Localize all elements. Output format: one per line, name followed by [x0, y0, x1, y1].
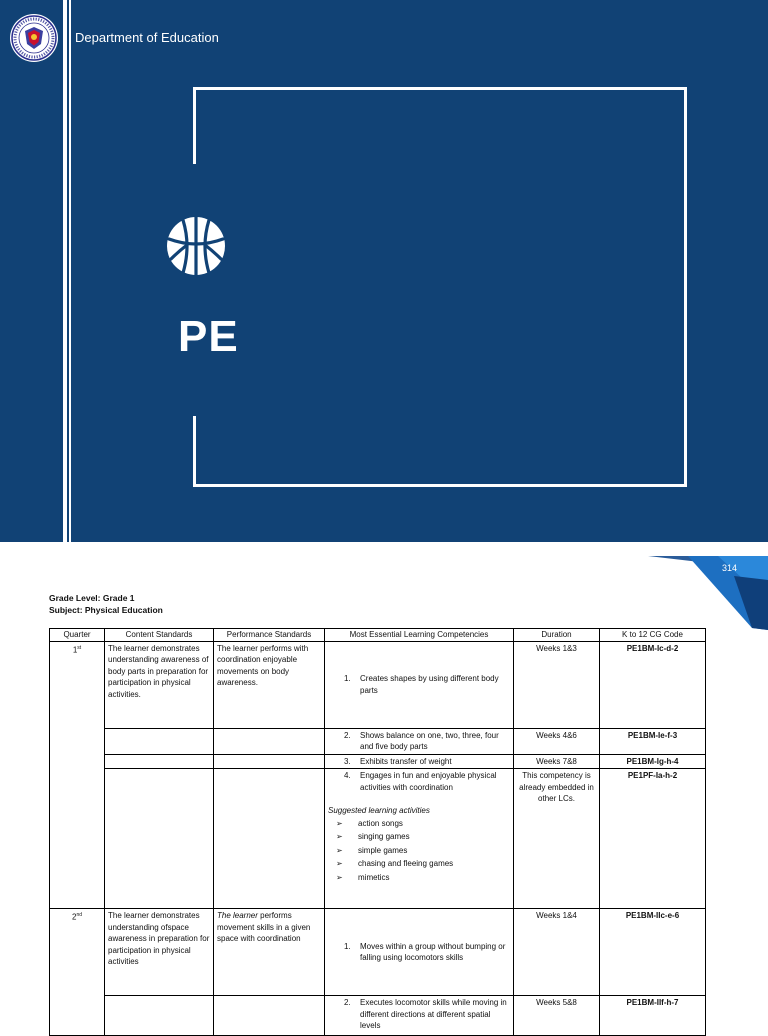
performance-standard-cell — [214, 728, 325, 754]
competency-cell — [325, 754, 514, 769]
cover-stripe — [63, 0, 67, 542]
competency-text: Moves within a group without bumping or falling using locomotors skills — [360, 941, 506, 962]
table-row — [50, 754, 706, 769]
content-standard-cell — [105, 754, 214, 769]
competency-number: 2. — [344, 730, 351, 740]
header-content-standards: Content Standards — [105, 629, 214, 642]
quarter-number: 1 — [72, 645, 78, 655]
page-corner-decoration — [648, 556, 768, 630]
performance-standard-text: performs movement skills in a given space with coordination — [217, 911, 311, 943]
list-item — [336, 844, 510, 858]
activity-text: simple games — [358, 845, 408, 855]
activity-list — [328, 817, 510, 885]
performance-standard-cell — [214, 769, 325, 909]
list-item — [336, 857, 510, 871]
competency-cell — [325, 909, 514, 996]
content-standard-cell — [105, 996, 214, 1036]
quarter-suffix: nd — [76, 912, 82, 918]
performance-standard-cell: The learner performs with coordination enjoyable movements on body awareness. — [214, 641, 325, 728]
duration-cell: Weeks 5&8 — [514, 996, 600, 1036]
cover-stripe — [69, 0, 71, 542]
list-item — [336, 817, 510, 831]
competency-cell — [325, 769, 514, 909]
melc-table — [49, 628, 706, 1036]
performance-standard-italic: The learner — [217, 911, 258, 920]
grade-level: Grade Level: Grade 1 — [49, 593, 135, 603]
quarter-number: 2 — [71, 912, 77, 922]
competency-text: Shows balance on one, two, three, four and five body parts — [360, 730, 499, 751]
competency-cell — [325, 996, 514, 1036]
content-standard-cell: The learner demonstrates understanding awareness of body parts in preparation for participation in physical activities. — [105, 641, 214, 728]
cover-frame-right — [684, 87, 687, 487]
activity-text: action songs — [358, 818, 403, 828]
cg-code-cell: PE1BM-Ie-f-3 — [600, 728, 706, 754]
competency-number: 1. — [344, 674, 351, 683]
arrow-bullet-icon: ➢ — [336, 818, 343, 828]
content-standard-cell: The learner demonstrates understanding ofspace awareness in preparation for participation in physical activities — [105, 909, 214, 996]
cg-code-cell: PE1PF-Ia-h-2 — [600, 769, 706, 909]
duration-cell: This competency is already embedded in other LCs. — [514, 769, 600, 909]
page-number: 314 — [722, 563, 738, 573]
quarter-suffix: st — [77, 644, 82, 651]
list-item — [336, 830, 510, 844]
table-row — [50, 769, 706, 909]
content-standard-cell — [105, 728, 214, 754]
competency-text: Engages in fun and enjoyable physical activities with coordination — [360, 771, 497, 792]
quarter-cell — [50, 641, 105, 909]
arrow-bullet-icon: ➢ — [336, 845, 343, 855]
arrow-bullet-icon: ➢ — [336, 859, 343, 868]
competency-text: Creates shapes by using different body parts — [360, 674, 499, 695]
quarter-cell — [50, 909, 105, 1036]
competency-cell — [325, 641, 514, 728]
performance-standard-cell — [214, 909, 325, 996]
cover-frame-left-bottom — [193, 416, 196, 487]
table-header-row — [50, 629, 706, 642]
subject-label: Subject: Physical Education — [49, 605, 163, 615]
competency-number: 4. — [344, 771, 351, 780]
subject-title: PE — [178, 312, 239, 361]
competency-number: 3. — [344, 756, 351, 766]
suggested-activities-label: Suggested learning activities — [328, 806, 430, 815]
cg-code-cell: PE1BM-IIc-e-6 — [600, 909, 706, 996]
header-duration: Duration — [514, 629, 600, 642]
cg-code-cell: PE1BM-Ig-h-4 — [600, 754, 706, 769]
cover-frame-top — [193, 87, 687, 90]
arrow-bullet-icon: ➢ — [336, 872, 343, 882]
cg-code-cell: PE1BM-Ic-d-2 — [600, 641, 706, 728]
performance-standard-cell — [214, 754, 325, 769]
content-standard-cell — [105, 769, 214, 909]
competency-number: 1. — [344, 941, 351, 951]
competency-text: Exhibits transfer of weight — [360, 756, 452, 766]
duration-cell: Weeks 7&8 — [514, 754, 600, 769]
duration-cell: Weeks 4&6 — [514, 728, 600, 754]
activity-text: singing games — [358, 832, 410, 841]
table-row — [50, 728, 706, 754]
competency-cell — [325, 728, 514, 754]
table-row — [50, 641, 706, 728]
competency-number: 2. — [344, 998, 351, 1007]
department-name: Department of Education — [75, 30, 219, 45]
header-performance-standards: Performance Standards — [214, 629, 325, 642]
competency-text: Executes locomotor skills while moving in different directions at different spatial levels — [360, 998, 507, 1030]
performance-standard-cell — [214, 996, 325, 1036]
duration-cell: Weeks 1&4 — [514, 909, 600, 996]
cover-frame-bottom — [193, 484, 687, 487]
basketball-icon — [165, 215, 227, 277]
cg-code-cell: PE1BM-IIf-h-7 — [600, 996, 706, 1036]
table-row — [50, 909, 706, 996]
table-row — [50, 996, 706, 1036]
list-item — [336, 871, 510, 885]
header-quarter: Quarter — [50, 629, 105, 642]
header-competencies: Most Essential Learning Competencies — [325, 629, 514, 642]
header-cg-code: K to 12 CG Code — [600, 629, 706, 642]
activity-text: chasing and fleeing games — [358, 859, 454, 868]
duration-cell: Weeks 1&3 — [514, 641, 600, 728]
arrow-bullet-icon: ➢ — [336, 832, 343, 841]
activity-text: mimetics — [358, 872, 390, 882]
deped-seal-logo — [10, 14, 58, 62]
cover-frame-left-top — [193, 87, 196, 164]
